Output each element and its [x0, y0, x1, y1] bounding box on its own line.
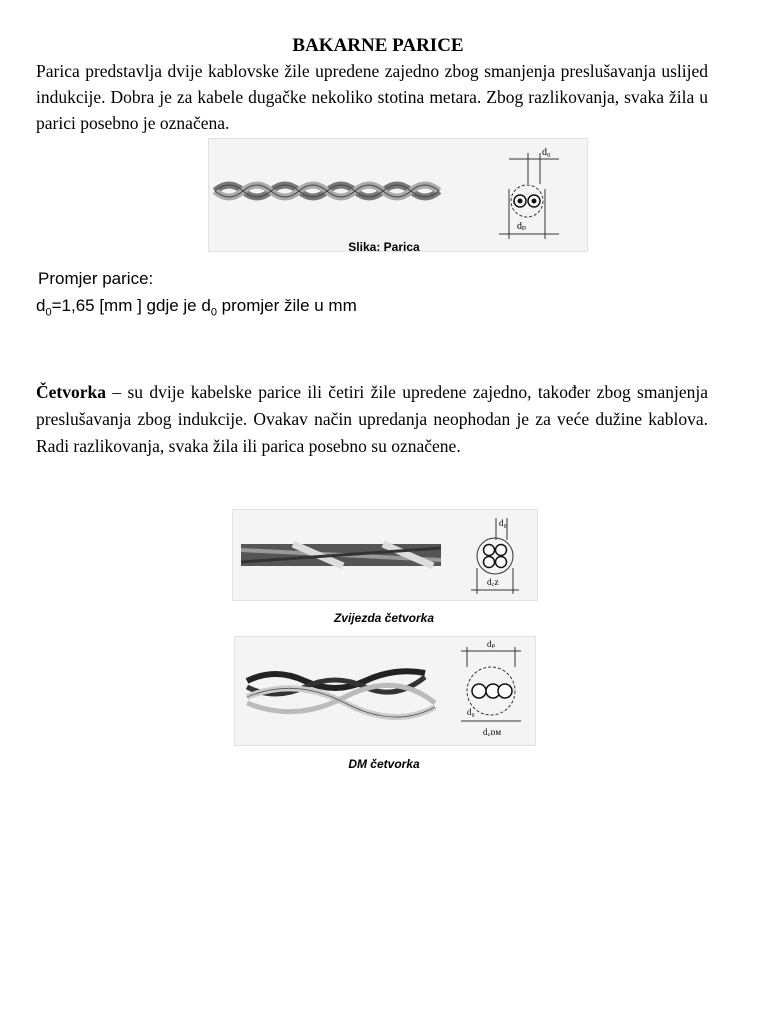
- dm-illustration: [235, 637, 535, 745]
- promjer-heading: Promjer parice:: [38, 269, 154, 288]
- zvijezda-caption: Zvijezda četvorka: [333, 611, 435, 625]
- parica-illustration: [209, 139, 587, 251]
- cetvorka-paragraph: [36, 379, 708, 460]
- zvijezda-illustration: [233, 510, 537, 600]
- parica-d0-label: d₀: [542, 147, 551, 158]
- intro-paragraph: Parica predstavlja dvije kablovske žile upredene zajedno zbog smanjenja preslušavanja uslijed indukcije. Dobra je za kabele dugačke nekoliko stotina metara. Zbog razlikovanja, svaka žila u parici posebno je označena.: [36, 61, 708, 133]
- parica-figure: [208, 138, 588, 252]
- zvijezda-figure: [232, 509, 538, 601]
- zvijezda-dcz-label: d꜀ᴢ: [487, 577, 499, 587]
- cetvorka-text: – su dvije kabelske parice ili četiri žile upredene zajedno, također zbog smanjenja preslušavanja zbog indukcije. Ovakav način upredanja neophodan je za veće dužine kablova. Radi razlikovanja, svaka žila ili parica posebno su označene.: [36, 382, 708, 456]
- promjer-formula: $d_0=1,65$ [mm ] gdje je $d_0$ promjer žile u mm: [36, 296, 357, 319]
- dm-d0-label: d₀: [467, 707, 475, 717]
- dm-figure: [234, 636, 536, 746]
- zvijezda-d0-label: d₀: [499, 518, 507, 528]
- parica-caption: Slika: Parica: [348, 240, 420, 254]
- parica-dp-label: dₚ: [517, 221, 527, 232]
- dm-dcdm-label: d꜀ᴅᴍ: [483, 727, 502, 737]
- dm-dp-label: dₚ: [487, 639, 496, 649]
- cetvorka-term: Četvorka: [36, 382, 106, 402]
- page-title: BAKARNE PARICE: [292, 35, 464, 56]
- dm-caption: DM četvorka: [348, 757, 420, 771]
